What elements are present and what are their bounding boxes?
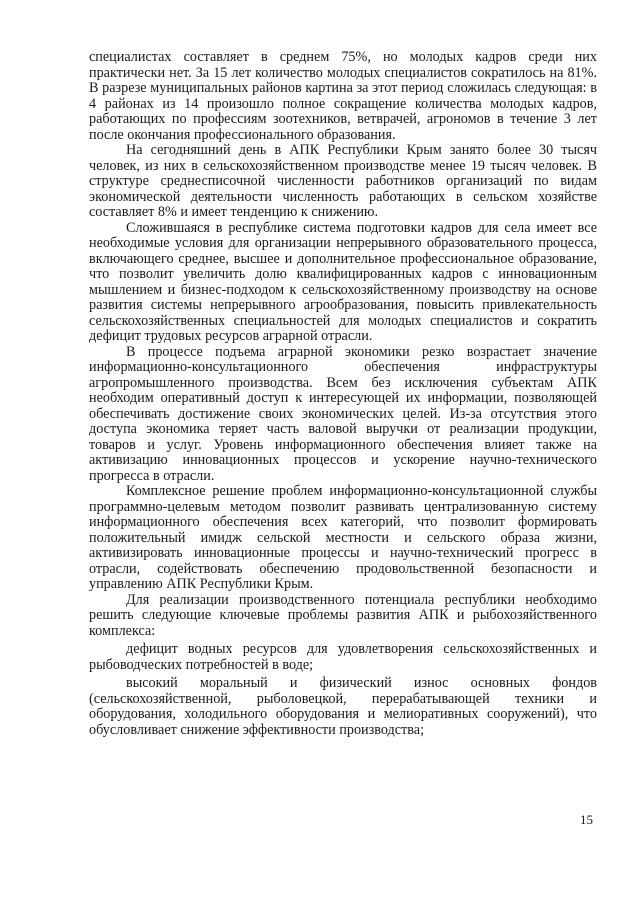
paragraph-6: Для реализации производственного потенциала республики необходимо решить следующие ключевые проблемы развития АПК и рыбохозяйственного комплекса: [89,591,597,639]
list-item-2: высокий моральный и физический износ основных фондов (сельскохозяйственной, рыболовецкой, перерабатывающей техники и оборудования, холодильного оборудования и мелиоративных сооружений), что обусловливает снижение эффективности производства; [89,675,597,738]
paragraph-3: Сложившаяся в республике система подготовки кадров для села имеет все необходимые условия для организации непрерывного образовательного процесса, включающего среднее, высшее и дополнительное профессиональное образование, что позволит увеличить долю квалифицированных кадров с инновационным мышлением и бизнес-подходом к сельскохозяйственному производству на основе развития системы непрерывного агрообразования, повысить привлекательность сельскохозяйственных специальностей для молодых специалистов и сократить дефицит трудовых ресурсов аграрной отрасли. [89,219,597,344]
paragraph-5: Комплексное решение проблем информационно-консультационной службы программно-целевым методом позволит развивать централизованную систему информационного обеспечения всех категорий, что позволит формировать положительный имидж сельской местности и сельского образа жизни, активизировать инновационные процессы и научно-технический прогресс в отрасли, содействовать обеспечению продовольственной безопасности и управлению АПК Республики Крым. [89,483,597,592]
page-number: 15 [580,812,593,827]
paragraph-4: В процессе подъема аграрной экономики резко возрастает значение информационно-консультационного обеспечения инфраструктуры агропромышленного производства. Всем без исключения субъектам АПК необходим оперативный доступ к интересующей их информации, позволяющей обеспечивать достижение своих экономических целей. Из-за отсутствия этого доступа экономика теряет часть валовой выручки от реализации продукции, товаров и услуг. Уровень информационного обеспечения влияет также на активизацию инновационных процессов и ускорение научно-технического прогресса в отрасли. [89,343,597,484]
list-item-1: дефицит водных ресурсов для удовлетворения сельскохозяйственных и рыбоводческих потребностей в воде; [89,641,597,673]
paragraph-1: специалистах составляет в среднем 75%, но молодых кадров среди них практически нет. За 15 лет количество молодых специалистов сократилось на 81%. В разрезе муниципальных районов картина за этот период сложилась следующая: в 4 районах из 14 произошло полное сокращение количества молодых кадров, работающих по профессиям зоотехников, ветврачей, агрономов в течение 3 лет после окончания профессионального образования. [89,49,597,143]
paragraph-2: На сегодняшний день в АПК Республики Крым занято более 30 тысяч человек, из них в сельскохозяйственном производстве менее 19 тысяч человек. В структуре среднесписочной численности работников организаций по видам экономической деятельности численность работающих в сельском хозяйстве составляет 8% и имеет тенденцию к снижению. [89,142,597,220]
body-text [89,50,597,738]
